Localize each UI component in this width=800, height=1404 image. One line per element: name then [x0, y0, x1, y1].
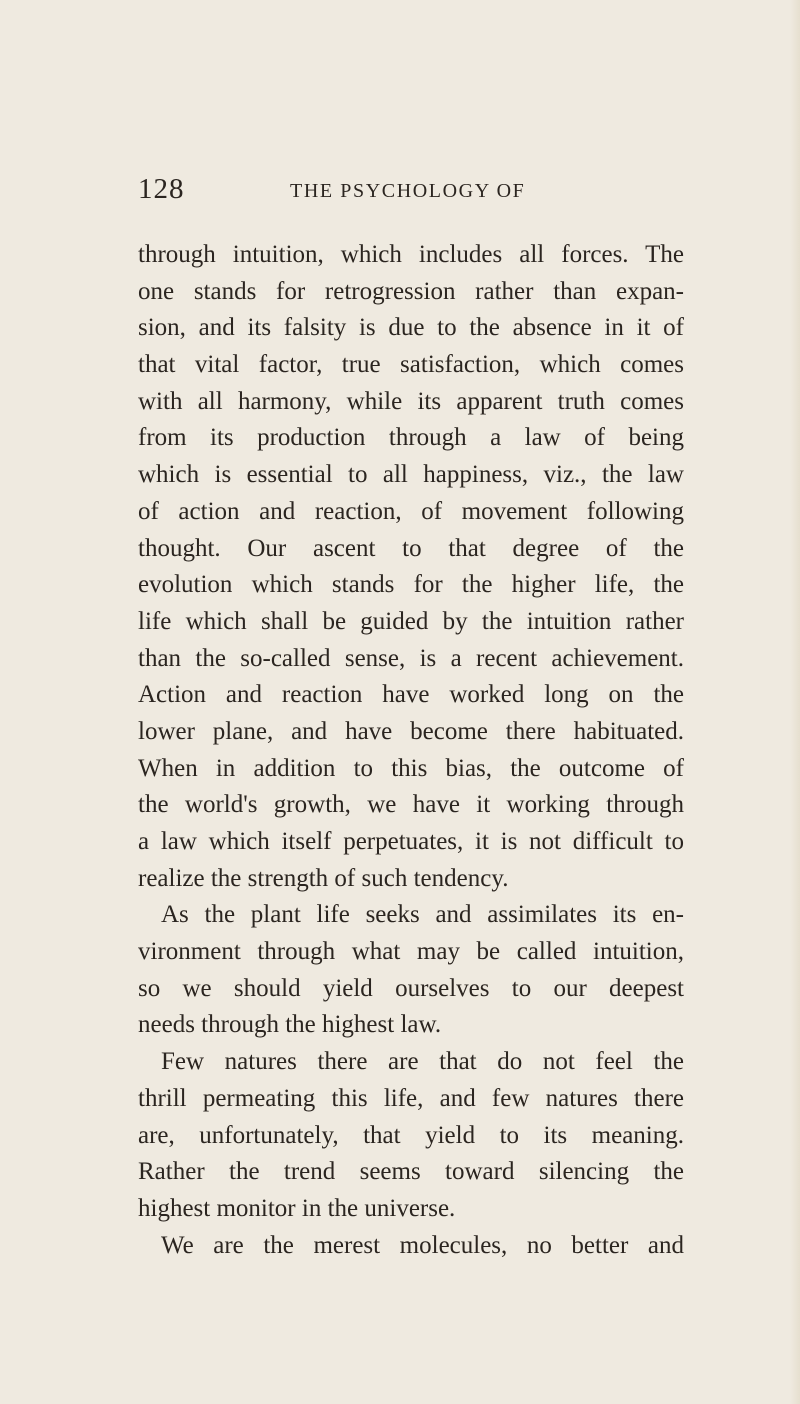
text-line: realize the strength of such tendency. [138, 864, 509, 892]
text-line: vironment through what may be called intuition, [138, 938, 684, 966]
body-text [138, 237, 684, 1264]
text-line: sion, and its falsity is due to the absence in it of [138, 314, 684, 342]
text-line: lower plane, and have become there habituated. [138, 717, 684, 745]
text-line: from its production through a law of being [138, 424, 684, 452]
text-line: When in addition to this bias, the outcome of [138, 754, 684, 782]
text-line: of action and reaction, of movement following [138, 497, 684, 525]
text-line: thrill permeating this life, and few natures there [138, 1084, 684, 1112]
text-line: with all harmony, while its apparent truth comes [138, 387, 684, 415]
page-number: 128 [138, 173, 185, 205]
text-line: the world's growth, we have it working through [138, 791, 684, 819]
text-line: evolution which stands for the higher life, the [138, 571, 684, 599]
text-line: one stands for retrogression rather than expan- [138, 277, 684, 305]
text-line: so we should yield ourselves to our deepest [138, 974, 684, 1002]
text-line: which is essential to all happiness, viz., the law [138, 461, 684, 489]
text-line: life which shall be guided by the intuition rather [138, 607, 684, 635]
text-line: Rather the trend seems toward silencing the [138, 1158, 684, 1186]
text-line: through intuition, which includes all forces. The [138, 241, 684, 268]
text-line: Action and reaction have worked long on the [138, 681, 684, 709]
text-line: As the plant life seeks and assimilates its en- [161, 901, 684, 929]
running-head: THE PSYCHOLOGY OF [290, 180, 526, 202]
text-line: a law which itself perpetuates, it is not difficult to [138, 828, 684, 855]
page-edge-shadow [790, 0, 800, 1404]
text-line: highest monitor in the universe. [138, 1194, 456, 1222]
text-line: that vital factor, true satisfaction, which comes [138, 351, 684, 379]
text-line: needs through the highest law. [138, 1011, 442, 1039]
text-line: thought. Our ascent to that degree of the [138, 534, 684, 562]
text-line: are, unfortunately, that yield to its meaning. [138, 1121, 684, 1149]
text-line: We are the merest molecules, no better and [161, 1231, 684, 1259]
text-line: than the so-called sense, is a recent achievement. [138, 644, 684, 672]
text-line: Few natures there are that do not feel the [161, 1048, 684, 1076]
